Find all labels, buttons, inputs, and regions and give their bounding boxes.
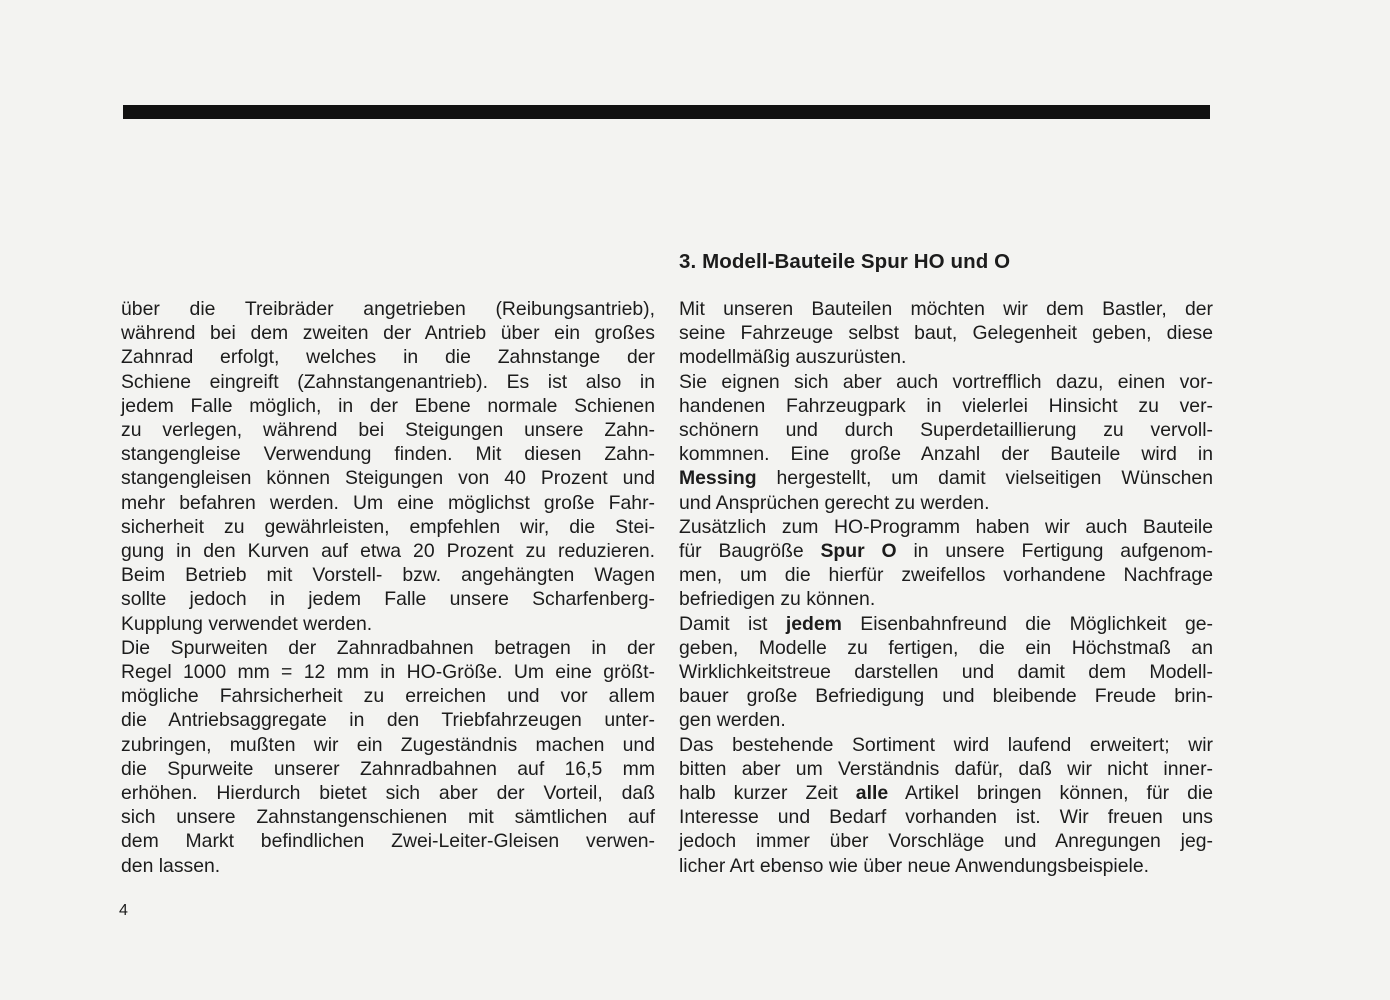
text-line [121,781,655,805]
text-line [121,394,655,418]
text-run: Beim Betrieb mit Vorstell- bzw. angehängten Wagen [121,564,655,587]
text-run: Die Spurweiten der Zahnradbahnen betragen in der [121,636,655,659]
text-line [679,587,1213,611]
text-line [679,370,1213,394]
text-line [121,684,655,708]
text-run: mehr befahren werden. Um eine möglichst große Fahr- [121,491,655,514]
text-run: bauer große Befriedigung und bleibende Freude brin- [679,685,1213,708]
text-run: zubringen, mußten wir ein Zugeständnis machen und [121,733,655,756]
text-run: und Ansprüchen gerecht zu werden. [679,491,990,514]
text-line [121,587,655,611]
text-line [679,539,1213,563]
text-run: hergestellt, um damit vielseitigen Wünschen [756,467,1213,490]
text-line [121,708,655,732]
text-line [679,297,1213,321]
text-line [679,418,1213,442]
text-run: Zusätzlich zum HO-Programm haben wir auch Bauteile [679,515,1213,538]
text-run: jedem Falle möglich, in der Ebene normale Schienen [121,394,655,417]
text-run: sicherheit zu gewährleisten, empfehlen wir, die Stei- [121,515,655,538]
text-line [121,442,655,466]
top-rule [123,105,1210,119]
text-line [679,684,1213,708]
text-run: die Antriebsaggregate in den Triebfahrzeugen unter- [121,709,655,732]
text-run: in unsere Fertigung aufgenom- [896,540,1213,563]
text-line [679,805,1213,829]
text-line [679,345,1213,369]
text-run: Sie eignen sich aber auch vortrefflich dazu, einen vor- [679,370,1213,393]
text-run: licher Art ebenso wie über neue Anwendungsbeispiele. [679,854,1150,877]
text-run: schönern und durch Superdetaillierung zu vervoll- [679,419,1213,442]
text-line [121,370,655,394]
text-run: stangengleisen können Steigungen von 40 Prozent und [121,467,655,490]
text-run: stangengleise Verwendung finden. Mit diesen Zahn- [121,443,655,466]
text-run: modellmäßig auszurüsten. [679,346,907,369]
text-run: geben, Modelle zu fertigen, die ein Höchstmaß an [679,636,1213,659]
text-run: gung in den Kurven auf etwa 20 Prozent zu reduzieren. [121,540,655,563]
text-run: Mit unseren Bauteilen möchten wir dem Bastler, der [679,298,1213,320]
text-line [679,733,1213,757]
text-run: den lassen. [121,854,221,877]
text-line [679,781,1213,805]
text-line [121,733,655,757]
text-line [679,757,1213,781]
text-run: erhöhen. Hierdurch bietet sich aber der Vorteil, daß [121,782,655,805]
text-run: Zahnrad erfolgt, welches in die Zahnstange der [121,346,655,369]
text-line [121,321,655,345]
text-run: Kupplung verwendet werden. [121,612,373,635]
text-line [679,636,1213,660]
text-line [121,612,655,636]
text-line [121,539,655,563]
text-run: für Baugröße [679,540,821,563]
text-line [121,563,655,587]
text-run: dem Markt befindlichen Zwei-Leiter-Gleisen verwen- [121,830,655,853]
text-line [679,708,1213,732]
text-line [121,466,655,490]
text-run: sich unsere Zahnstangenschienen mit sämtlichen auf [121,806,655,829]
text-run: Schiene eingreift (Zahnstangenantrieb). Es ist also in [121,370,655,393]
text-line [121,854,655,878]
text-run: Damit ist [679,612,786,635]
text-line [679,394,1213,418]
text-line [679,466,1213,490]
bold-term: Messing [679,467,757,490]
text-run: Artikel bringen können, für die [888,782,1213,805]
text-run: während bei dem zweiten der Antrieb über ein großes [121,322,655,345]
text-line [121,297,655,321]
text-run: über die Treibräder angetrieben (Reibungsantrieb), [121,298,655,320]
text-run: zu verlegen, während bei Steigungen unsere Zahn- [121,419,655,442]
bold-term: alle [855,782,889,805]
text-run: Regel 1000 mm = 12 mm in HO-Größe. Um eine größt- [121,661,655,684]
text-line [679,321,1213,345]
text-line [121,515,655,539]
text-run: seine Fahrzeuge selbst baut, Gelegenheit geben, diese [679,322,1213,345]
text-line [121,636,655,660]
text-run: men, um die hierfür zweifellos vorhandene Nachfrage [679,564,1213,587]
section-heading: 3. Modell-Bauteile Spur HO und O [679,250,1011,273]
text-line [679,515,1213,539]
text-run: jedoch immer über Vorschläge und Anregungen jeg- [679,830,1213,853]
text-line [121,418,655,442]
text-line [679,660,1213,684]
text-line [121,660,655,684]
text-line [121,805,655,829]
right-column [679,297,1213,878]
text-line [679,442,1213,466]
text-run: bitten aber um Verständnis dafür, daß wir nicht inner- [679,757,1213,780]
text-run: halb kurzer Zeit [679,782,856,805]
text-run: handenen Fahrzeugpark in vielerlei Hinsicht zu ver- [679,394,1213,417]
bold-term: Spur O [820,540,897,563]
text-run: sollte jedoch in jedem Falle unsere Scharfenberg- [121,588,655,611]
text-run: befriedigen zu können. [679,588,876,611]
left-column [121,297,655,878]
text-line [679,491,1213,515]
text-run: mögliche Fahrsicherheit zu erreichen und vor allem [121,685,655,708]
text-line [121,491,655,515]
text-line [679,612,1213,636]
text-line [121,829,655,853]
text-run: Interesse und Bedarf vorhanden ist. Wir freuen uns [679,806,1213,829]
bold-term: jedem [785,612,842,635]
text-line [121,757,655,781]
text-run: kommnen. Eine große Anzahl der Bauteile wird in [679,443,1213,466]
text-line [121,345,655,369]
text-line [679,829,1213,853]
text-run: gen werden. [679,709,786,732]
text-line [679,854,1213,878]
text-run: Wirklichkeitstreue darstellen und damit dem Modell- [679,661,1213,684]
text-line [679,563,1213,587]
text-run: Das bestehende Sortiment wird laufend erweitert; wir [679,733,1213,756]
text-run: die Spurweite unserer Zahnradbahnen auf 16,5 mm [121,757,655,780]
page-number: 4 [119,902,128,919]
text-run: Eisenbahnfreund die Möglichkeit ge- [841,612,1213,635]
